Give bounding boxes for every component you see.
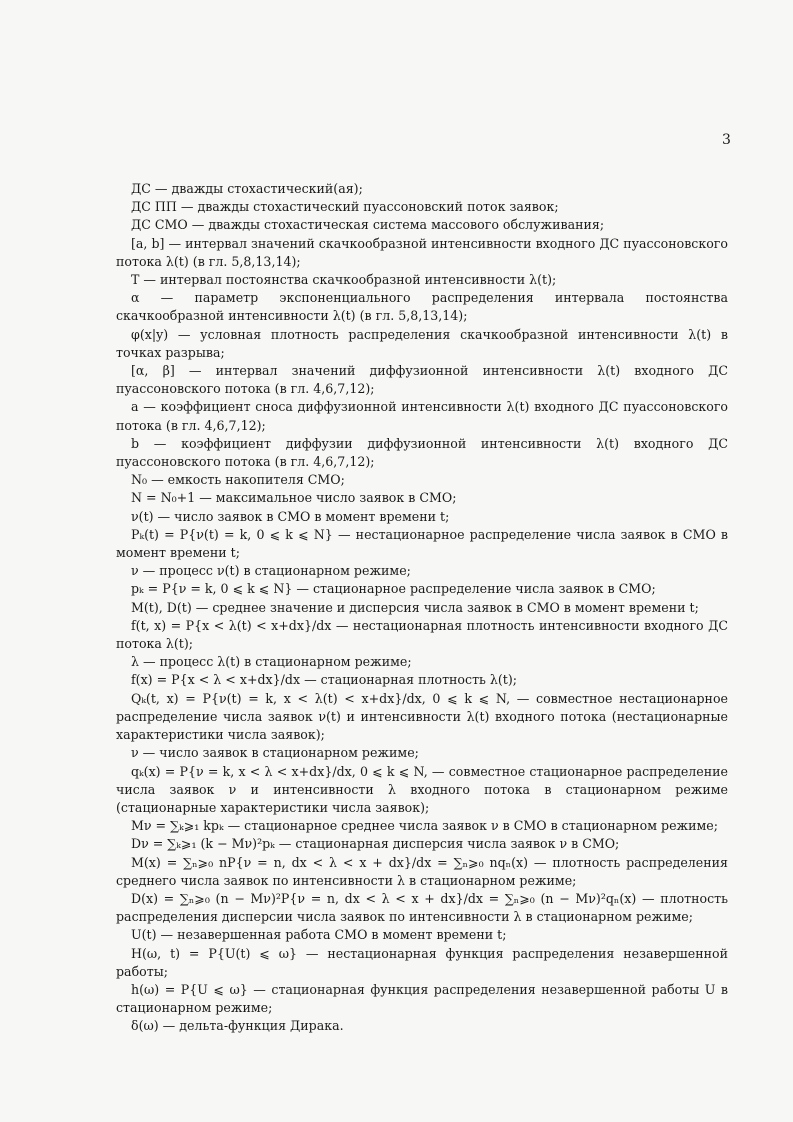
- notation-entry: H(ω, t) = P{U(t) ⩽ ω} — нестационарная функция распределения незавершенной работы;: [116, 945, 728, 979]
- notation-entry: f(t, x) = P{x < λ(t) < x+dx}/dx — нестационарная плотность интенсивности входного ДС потока λ(t);: [116, 617, 728, 652]
- notation-entry: N = N₀+1 — максимальное число заявок в СМО;: [131, 490, 457, 506]
- notation-entry: qₖ(x) = P{ν = k, x < λ < x+dx}/dx, 0 ⩽ k ⩽ N, — совместное стационарное распределение числа заявок ν и интенсивности λ входного потока в стационарном режиме (стационарные характеристики числа заявок);: [116, 763, 728, 815]
- notation-entry: [a, b] — интервал значений скачкообразной интенсивности входного ДС пуассоновского потока λ(t) (в гл. 5,8,13,14);: [116, 235, 728, 269]
- notation-entry: ν — процесс ν(t) в стационарном режиме;: [131, 563, 411, 579]
- notation-entry: α — параметр экспоненциального распределения интервала постоянства скачкообразной интенсивности λ(t) (в гл. 5,8,13,14);: [116, 290, 728, 324]
- notation-entry: δ(ω) — дельта-функция Дирака.: [131, 1018, 344, 1034]
- notation-list: [116, 180, 728, 1036]
- notation-entry: [α, β] — интервал значений диффузионной интенсивности λ(t) входного ДС пуассоновского потока (в гл. 4,6,7,12);: [116, 363, 728, 397]
- notation-entry: N₀ — емкость накопителя СМО;: [131, 472, 345, 488]
- notation-entry: ν — число заявок в стационарном режиме;: [131, 745, 419, 761]
- notation-entry: φ(x|y) — условная плотность распределения скачкообразной интенсивности λ(t) в точках разрыва;: [116, 326, 728, 360]
- notation-entry: ДС — дважды стохастический(ая);: [131, 181, 363, 196]
- notation-entry: U(t) — незавершенная работа СМО в момент времени t;: [131, 927, 507, 943]
- notation-entry: a — коэффициент сноса диффузионной интенсивности λ(t) входного ДС пуассоновского потока (в гл. 4,6,7,12);: [116, 399, 728, 433]
- notation-entry: D(x) = ∑ₙ⩾₀ (n − Mν)²P{ν = n, dx < λ < x + dx}/dx = ∑ₙ⩾₀ (n − Mν)²qₙ(x) — плотность распределения дисперсии числа заявок по интенсивности λ в стационарном режиме;: [116, 890, 728, 925]
- notation-entry: ДС СМО — дважды стохастическая система массового обслуживания;: [131, 217, 605, 233]
- notation-entry: Dν = ∑ₖ⩾₁ (k − Mν)²pₖ — стационарная дисперсия числа заявок ν в СМО;: [131, 836, 620, 852]
- notation-entry: T — интервал постоянства скачкообразной интенсивности λ(t);: [131, 272, 557, 288]
- page-number: 3: [722, 132, 731, 148]
- notation-entry: h(ω) = P{U ⩽ ω} — стационарная функция распределения незавершенной работы U в стационарном режиме;: [116, 981, 728, 1016]
- notation-entry: Mν = ∑ₖ⩾₁ kpₖ — стационарное среднее числа заявок ν в СМО в стационарном режиме;: [131, 818, 718, 834]
- notation-entry: Pₖ(t) = P{ν(t) = k, 0 ⩽ k ⩽ N} — нестационарное распределение числа заявок в СМО в момент времени t;: [116, 526, 728, 561]
- notation-entry: M(x) = ∑ₙ⩾₀ nP{ν = n, dx < λ < x + dx}/dx = ∑ₙ⩾₀ nqₙ(x) — плотность распределения среднего числа заявок по интенсивности λ в стационарном режиме;: [116, 854, 728, 888]
- notation-entry: Qₖ(t, x) = P{ν(t) = k, x < λ(t) < x+dx}/dx, 0 ⩽ k ⩽ N, — совместное нестационарное распределение числа заявок ν(t) и интенсивности λ(t) входного потока (нестационарные характеристики числа заявок);: [116, 690, 728, 743]
- notation-entry: ν(t) — число заявок в СМО в момент времени t;: [131, 508, 450, 524]
- notation-entry: f(x) = P{x < λ < x+dx}/dx — стационарная плотность λ(t);: [131, 672, 518, 688]
- notation-entry: M(t), D(t) — среднее значение и дисперсия числа заявок в СМО в момент времени t;: [131, 599, 699, 615]
- notation-entry: λ — процесс λ(t) в стационарном режиме;: [131, 654, 412, 670]
- notation-entry: ДС ПП — дважды стохастический пуассоновский поток заявок;: [131, 199, 559, 215]
- notation-entry: b — коэффициент диффузии диффузионной интенсивности λ(t) входного ДС пуассоновского потока (в гл. 4,6,7,12);: [116, 435, 728, 470]
- notation-entry: pₖ = P{ν = k, 0 ⩽ k ⩽ N} — стационарное распределение числа заявок в СМО;: [131, 581, 656, 597]
